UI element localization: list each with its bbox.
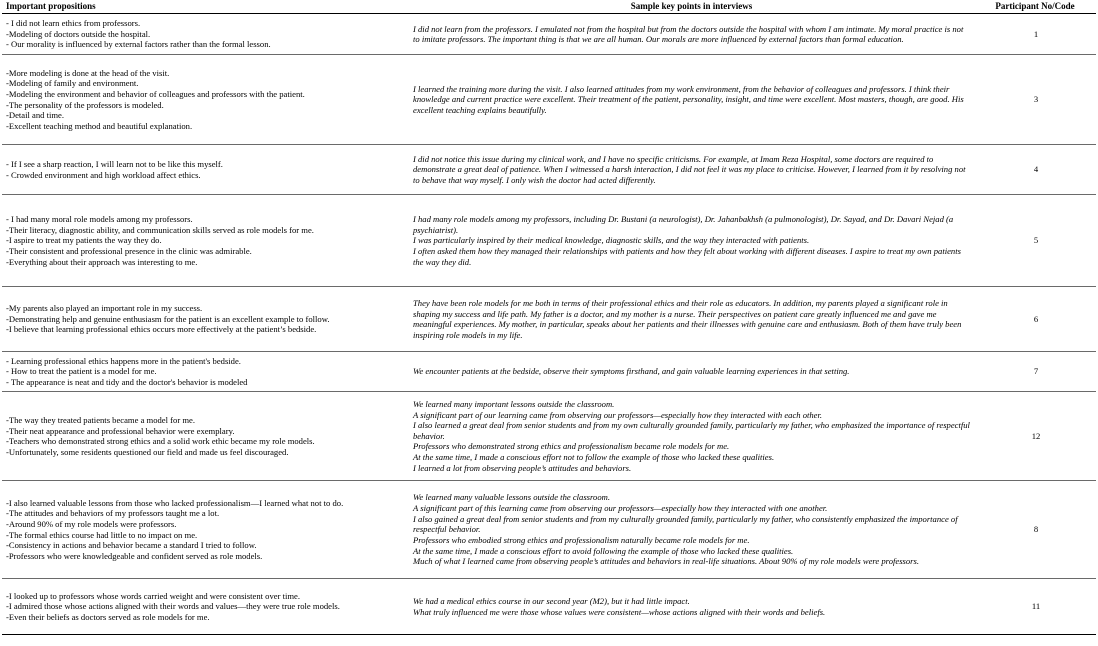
proposition-line: -Modeling of family and environment. [6, 78, 139, 89]
proposition-line: - Crowded environment and high workload affect ethics. [6, 169, 201, 180]
proposition-line: -The formal ethics course had little to no impact on me. [6, 529, 198, 540]
table-row [2, 195, 1096, 287]
key-points-cell [409, 145, 974, 195]
proposition-line: -Around 90% of my role models were professors. [6, 519, 177, 529]
propositions-table [2, 0, 1096, 635]
key-point-line: A significant part of this learning came from observing our professors—especially how they interacted with one another. [413, 503, 828, 514]
key-points-cell [409, 392, 974, 481]
header-propositions: Important propositions [2, 0, 409, 14]
proposition-line: -Everything about their approach was interesting to me. [6, 256, 198, 267]
proposition-line: -Detail and time. [6, 110, 64, 121]
proposition-line: -Unfortunately, some residents questioned our field and made us feel discouraged. [6, 446, 289, 457]
proposition-line: - I had many moral role models among my professors. [6, 214, 193, 225]
propositions-cell [2, 55, 409, 145]
table-row [2, 579, 1096, 635]
participant-code-cell: 5 [974, 195, 1096, 287]
table-row [2, 145, 1096, 195]
proposition-line: -Their literacy, diagnostic ability, and communication skills served as role models for me. [6, 224, 314, 235]
proposition-line: -Professors who were knowledgeable and confident served as role models. [6, 550, 263, 561]
key-points-cell [409, 14, 974, 55]
proposition-line: -More modeling is done at the head of the visit. [6, 67, 170, 78]
proposition-line: -Modeling of doctors outside the hospital. [6, 28, 151, 39]
header-key-points: Sample key points in interviews [409, 0, 974, 14]
key-point-line: Professors who embodied strong ethics and professionalism naturally became role models for me. [413, 534, 750, 545]
key-point-line: I often asked them how they managed their relationships with patients and how they felt about working with different diseases. I aspire to treat my own patients the way they did. [413, 245, 961, 267]
key-point-line: What truly influenced me were those whose values were consistent—whose actions aligned with their words and beliefs. [413, 606, 826, 617]
proposition-line: -Teachers who demonstrated strong ethics and a solid work ethic became my role models. [6, 436, 315, 447]
proposition-line: -I also learned valuable lessons from those who lacked professionalism—I learned what not to do. [6, 497, 344, 508]
key-point-line: Much of what I learned came from observing people’s attitudes and behaviors in real-life situations. About 90% of my role models were professors. [413, 556, 920, 567]
key-point-line: Professors who demonstrated strong ethics and professionalism became role models for me. [413, 441, 730, 452]
proposition-line: - How to treat the patient is a model for me. [6, 366, 157, 377]
table-row [2, 481, 1096, 579]
proposition-line: -I admired those whose actions aligned with their words and values—they were true role models. [6, 601, 340, 612]
table-row [2, 392, 1096, 481]
table-row [2, 14, 1096, 55]
table-row [2, 55, 1096, 145]
proposition-line: -Even their beliefs as doctors served as role models for me. [6, 611, 210, 622]
proposition-line: -Modeling the environment and behavior of colleagues and professors with the patient. [6, 89, 305, 99]
key-point-line: A significant part of our learning came from observing our professors—especially how they interacted with each other. [413, 409, 823, 420]
table-row [2, 287, 1096, 352]
proposition-line: -I looked up to professors whose words carried weight and were consistent over time. [6, 590, 301, 601]
proposition-line: - Learning professional ethics happens more in the patient's bedside. [6, 355, 241, 366]
proposition-line: - If I see a sharp reaction, I will learn not to be like this myself. [6, 159, 223, 169]
key-point-line: I also learned a great deal from senior students and from my own culturally grounded family, particularly my father, who emphasized the importance of respectful behavior. [413, 420, 970, 441]
header-row [2, 0, 1096, 14]
proposition-line: -Excellent teaching method and beautiful explanation. [6, 120, 193, 131]
key-point-line: At the same time, I made a conscious effort not to follow the example of those who lacked these qualities. [413, 452, 775, 463]
key-point-line: I learned the training more during the visit. I also learned attitudes from my work environment, from the behavior of colleagues and professors. I think their knowledge and current practice were excellent. Their treatment of the patient, personality, insight, and time were excellent. Most masters, though, are good. His excellent teaching explains beautifully. [413, 83, 964, 115]
key-point-line: I had many role models among my professors, including Dr. Bustani (a neurologist), Dr. Jahanbakhsh (a pulmonologist), Dr. Sayad, and Dr. Davari Nejad (a psychiatrist). [413, 214, 954, 235]
participant-code-cell: 12 [974, 392, 1096, 481]
proposition-line: -The attitudes and behaviors of my professors taught me a lot. [6, 508, 220, 519]
key-point-line: We had a medical ethics course in our second year (M2), but it had little impact. [413, 596, 690, 606]
key-point-line: I did not notice this issue during my clinical work, and I have no specific criticisms. For example, at Imam Reza Hospital, some doctors are required to demonstrate a great deal of patience. When I witnessed a harsh interaction, I did not feel it was my place to criticise. However, I learned from it by resolving not to behave that way myself. I only wish the doctor had acted differently. [413, 153, 966, 185]
participant-code-cell: 11 [974, 579, 1096, 635]
key-points-cell [409, 352, 974, 392]
propositions-cell [2, 145, 409, 195]
table-row [2, 352, 1096, 392]
proposition-line: -My parents also played an important role in my success. [6, 303, 203, 314]
participant-code-cell: 1 [974, 14, 1096, 55]
proposition-line: -Their consistent and professional presence in the clinic was admirable. [6, 245, 252, 256]
propositions-cell [2, 195, 409, 287]
propositions-cell [2, 579, 409, 635]
key-point-line: I did not learn from the professors. I emulated not from the hospital but from the doctors outside the hospital with whom I am intimate. My moral practice is not to imitate professors. The important thing is that we are all human. Our morals are more influenced by external factors than formal education. [413, 23, 964, 45]
key-point-line: We encounter patients at the bedside, observe their symptoms firsthand, and gain valuable learning experiences in that setting. [413, 366, 850, 377]
propositions-cell [2, 481, 409, 579]
participant-code-cell: 3 [974, 55, 1096, 145]
proposition-line: -The personality of the professors is modeled. [6, 99, 164, 110]
key-point-line: They have been role models for me both in terms of their professional ethics and their role as educators. In addition, my parents played a significant role in shaping my success and life path. My father is a doctor, and my mother is a nurse. Their perspectives on patient care greatly influenced me and gave me meaningful experiences. My mother, in particular, speaks about her patients and their illnesses with genuine care and enthusiasm. Both of them have truly been inspiring role models in my life. [413, 297, 962, 340]
key-points-cell [409, 55, 974, 145]
proposition-line: -The way they treated patients became a model for me. [6, 414, 195, 425]
table-body [2, 14, 1096, 635]
key-points-cell [409, 481, 974, 579]
participant-code-cell: 7 [974, 352, 1096, 392]
key-point-line: At the same time, I made a conscious effort to avoid following the example of those who lacked these qualities. [413, 545, 794, 556]
participant-code-cell: 4 [974, 145, 1096, 195]
key-points-cell [409, 579, 974, 635]
propositions-cell [2, 352, 409, 392]
propositions-cell [2, 14, 409, 55]
proposition-line: -Consistency in actions and behavior became a standard I tried to follow. [6, 540, 257, 551]
proposition-line: -I aspire to treat my patients the way they do. [6, 235, 162, 246]
participant-code-cell: 8 [974, 481, 1096, 579]
key-point-line: I also gained a great deal from senior students and from my culturally grounded family, particularly my father, who consistently emphasized the importance of respectful behavior. [413, 513, 958, 535]
proposition-line: - Our morality is influenced by external factors rather than the formal lesson. [6, 39, 271, 50]
key-point-line: We learned many valuable lessons outside the classroom. [413, 492, 610, 503]
participant-code-cell: 6 [974, 287, 1096, 352]
key-point-line: I was particularly inspired by their medical knowledge, diagnostic skills, and the way they interacted with patients. [413, 235, 810, 246]
proposition-line: -I believe that learning professional ethics occurs more effectively at the patient’s bedside. [6, 324, 317, 335]
key-point-line: We learned many important lessons outside the classroom. [413, 398, 615, 409]
key-points-cell [409, 287, 974, 352]
proposition-line: -Demonstrating help and genuine enthusiasm for the patient is an excellent example to follow. [6, 313, 330, 324]
header-participant: Participant No/Code [974, 0, 1096, 14]
propositions-cell [2, 287, 409, 352]
key-point-line: I learned a lot from observing people’s attitudes and behaviors. [413, 462, 632, 473]
propositions-cell [2, 392, 409, 481]
proposition-line: - The appearance is neat and tidy and the doctor's behavior is modeled [6, 376, 248, 387]
proposition-line: -Their neat appearance and professional behavior were exemplary. [6, 425, 235, 436]
proposition-line: - I did not learn ethics from professors. [6, 18, 141, 29]
key-points-cell [409, 195, 974, 287]
